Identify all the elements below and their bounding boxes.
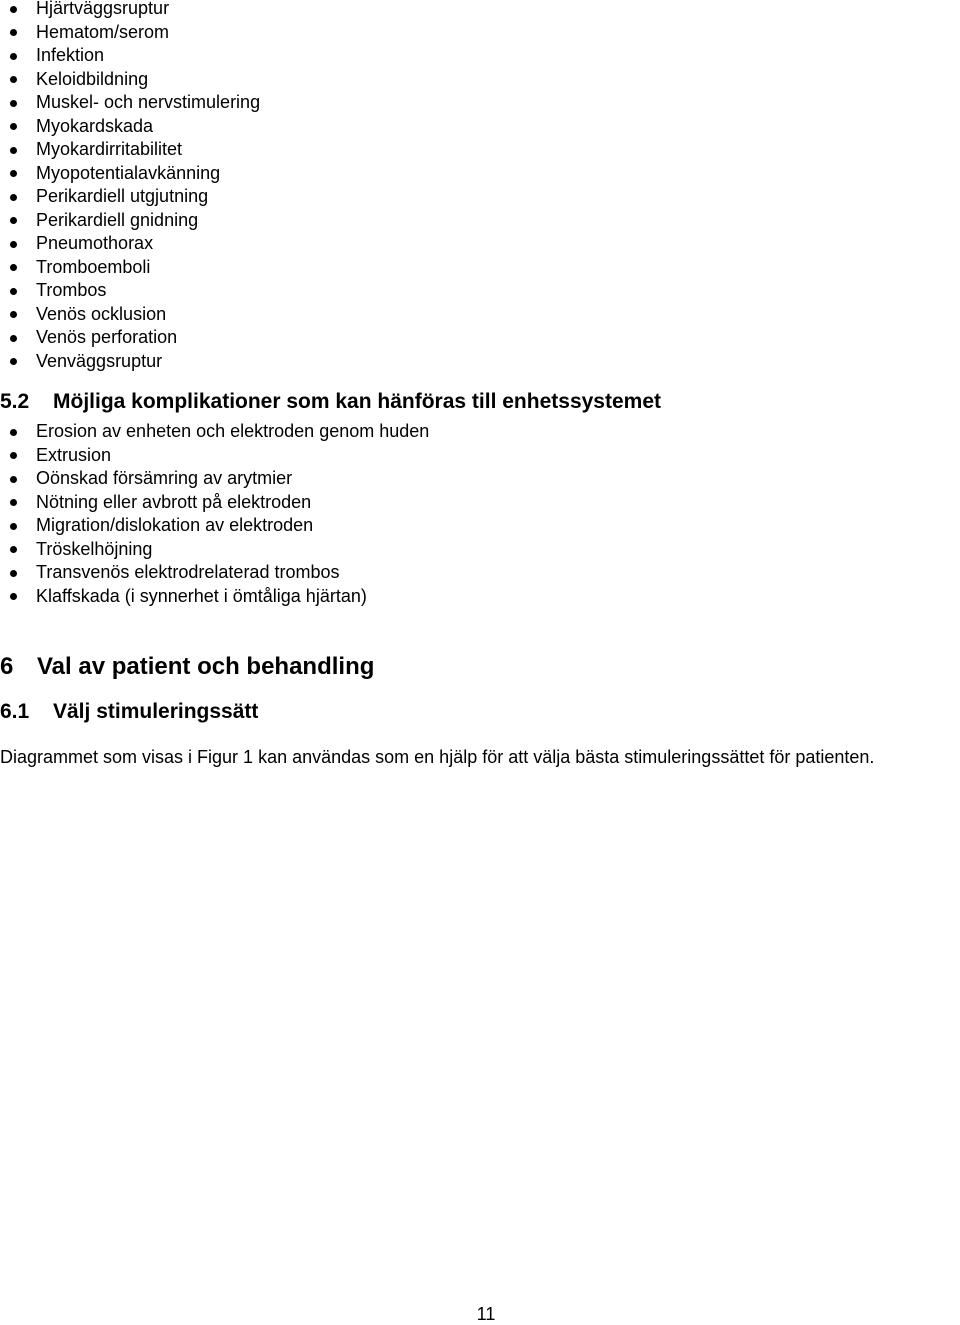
list-item-text: Hematom/serom bbox=[36, 21, 170, 42]
chapter-number: 6 bbox=[0, 653, 14, 680]
list-item-text: Myokardskada bbox=[36, 115, 154, 136]
list-item-text: Oönskad försämring av arytmier bbox=[36, 468, 293, 488]
list-item-text: Erosion av enheten och elektroden genom huden bbox=[36, 421, 430, 441]
list-item-text: Tromboemboli bbox=[36, 256, 151, 277]
list-item-text: Venväggsruptur bbox=[36, 350, 163, 371]
bullet-icon bbox=[10, 6, 17, 13]
bullet-icon bbox=[10, 123, 17, 130]
list-item-text: Pneumothorax bbox=[36, 233, 154, 253]
bullet-icon bbox=[10, 429, 17, 436]
device-complications-list bbox=[0, 420, 429, 608]
list-item bbox=[0, 561, 429, 585]
list-item-text: Venös ocklusion bbox=[36, 303, 167, 324]
bullet-icon bbox=[10, 335, 17, 342]
list-item bbox=[0, 326, 260, 350]
list-item bbox=[0, 91, 260, 115]
bullet-icon bbox=[10, 100, 17, 107]
bullet-icon bbox=[10, 217, 17, 224]
bullet-icon bbox=[10, 593, 17, 600]
bullet-icon bbox=[10, 476, 17, 483]
list-item bbox=[0, 0, 260, 21]
list-item bbox=[0, 538, 429, 562]
bullet-icon bbox=[10, 53, 17, 60]
bullet-icon bbox=[10, 546, 17, 553]
list-item-text: Infektion bbox=[36, 45, 105, 65]
list-item bbox=[0, 44, 260, 68]
list-item bbox=[0, 21, 260, 45]
section-number: 6.1 bbox=[0, 700, 30, 723]
section-heading-5-2 bbox=[0, 389, 661, 415]
bullet-icon bbox=[10, 358, 17, 365]
list-item-text: Perikardiell gnidning bbox=[36, 209, 199, 230]
list-item-text: Myopotentialavkänning bbox=[36, 162, 221, 183]
list-item-text: Hjärtväggsruptur bbox=[36, 0, 170, 18]
list-item-text: Myokardirritabilitet bbox=[36, 139, 183, 159]
list-item bbox=[0, 303, 260, 327]
bullet-icon bbox=[10, 570, 17, 577]
bullet-icon bbox=[10, 147, 17, 154]
list-item-text: Klaffskada (i synnerhet i ömtåliga hjärtan) bbox=[36, 585, 367, 606]
list-item bbox=[0, 185, 260, 209]
list-item-text: Tröskelhöjning bbox=[36, 538, 153, 559]
list-item bbox=[0, 350, 260, 374]
list-item bbox=[0, 209, 260, 233]
list-item bbox=[0, 514, 429, 538]
list-item-text: Venös perforation bbox=[36, 327, 178, 347]
complications-list bbox=[0, 0, 260, 373]
body-paragraph: Diagrammet som visas i Figur 1 kan användas som en hjälp för att välja bästa stimuleringssättet för patienten. bbox=[0, 747, 875, 767]
list-item-text: Keloidbildning bbox=[36, 68, 149, 89]
list-item-text: Muskel- och nervstimulering bbox=[36, 92, 261, 112]
list-item-text: Extrusion bbox=[36, 444, 112, 465]
page-number: 11 bbox=[476, 1304, 496, 1324]
list-item bbox=[0, 68, 260, 92]
section-title: Välj stimuleringssätt bbox=[53, 700, 259, 723]
list-item bbox=[0, 232, 260, 256]
bullet-icon bbox=[10, 452, 17, 459]
list-item-text: Nötning eller avbrott på elektroden bbox=[36, 491, 312, 512]
bullet-icon bbox=[10, 311, 17, 318]
section-number: 5.2 bbox=[0, 390, 30, 413]
bullet-icon bbox=[10, 29, 17, 36]
list-item-text: Perikardiell utgjutning bbox=[36, 186, 209, 206]
bullet-icon bbox=[10, 241, 17, 248]
chapter-heading-6 bbox=[0, 652, 374, 682]
list-item-text: Transvenös elektrodrelaterad trombos bbox=[36, 562, 340, 582]
section-title: Möjliga komplikationer som kan hänföras till enhetssystemet bbox=[53, 390, 661, 413]
list-item-text: Migration/dislokation av elektroden bbox=[36, 515, 314, 535]
list-item bbox=[0, 115, 260, 139]
bullet-icon bbox=[10, 170, 17, 177]
list-item bbox=[0, 444, 429, 468]
list-item bbox=[0, 138, 260, 162]
list-item-text: Trombos bbox=[36, 280, 107, 300]
section-heading-6-1 bbox=[0, 699, 258, 725]
list-item bbox=[0, 467, 429, 491]
list-item bbox=[0, 279, 260, 303]
bullet-icon bbox=[10, 76, 17, 83]
list-item bbox=[0, 420, 429, 444]
bullet-icon bbox=[10, 288, 17, 295]
bullet-icon bbox=[10, 264, 17, 271]
list-item bbox=[0, 585, 429, 609]
list-item bbox=[0, 491, 429, 515]
bullet-icon bbox=[10, 499, 17, 506]
list-item bbox=[0, 162, 260, 186]
chapter-title: Val av patient och behandling bbox=[37, 653, 375, 680]
bullet-icon bbox=[10, 194, 17, 201]
list-item bbox=[0, 256, 260, 280]
bullet-icon bbox=[10, 523, 17, 530]
